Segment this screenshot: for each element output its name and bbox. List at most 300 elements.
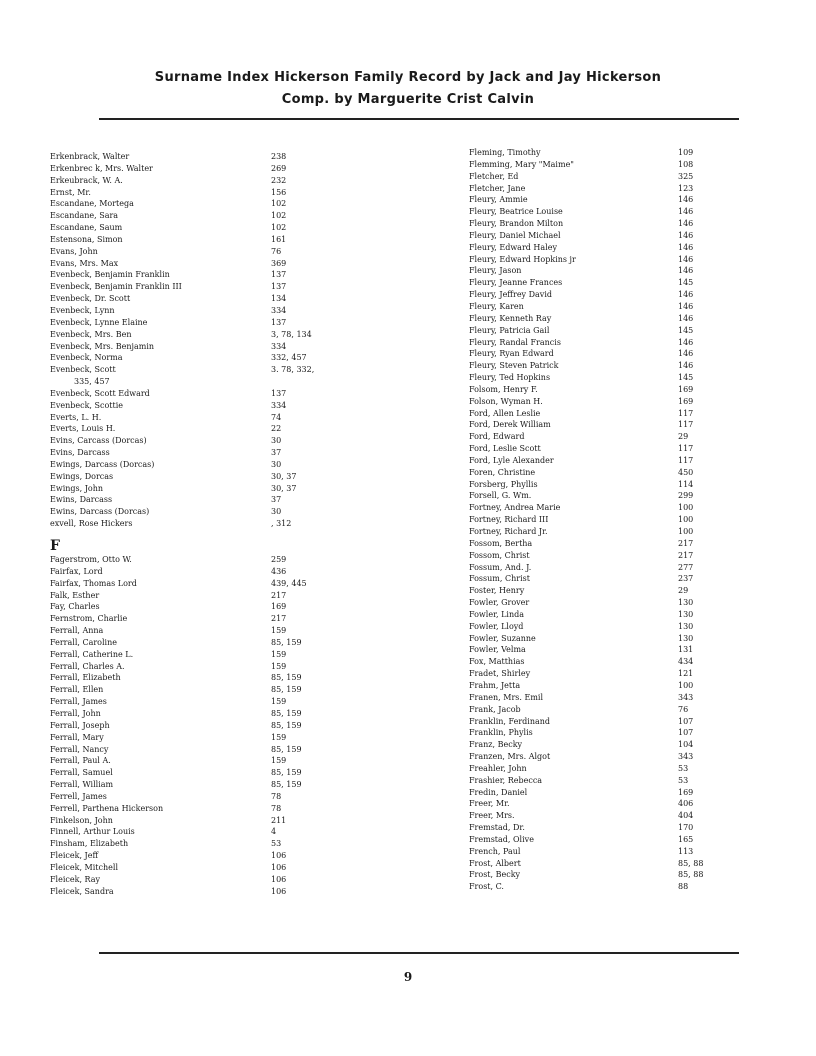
- entry-pages: 29: [678, 432, 689, 442]
- entry-name: Fowler, Linda: [469, 609, 525, 619]
- entry-name: Ewings, John: [50, 483, 104, 493]
- index-entry: [50, 506, 350, 518]
- index-entry: [50, 258, 350, 270]
- index-entry: [50, 388, 350, 400]
- entry-name: Fairfax, Thomas Lord: [50, 578, 137, 588]
- entry-pages: 450: [678, 467, 694, 477]
- entry-name: Ernst, Mr.: [50, 187, 91, 197]
- entry-name: Franklin, Ferdinand: [469, 716, 551, 726]
- entry-pages: 343: [678, 692, 694, 702]
- entry-name: Ferrall, Paul A.: [50, 756, 111, 766]
- index-entry: [469, 301, 739, 313]
- entry-name: Fowler, Suzanne: [469, 633, 536, 643]
- index-entry: [469, 858, 739, 870]
- entry-name: Ferrall, Charles A.: [50, 661, 125, 671]
- entry-pages: 439, 445: [271, 578, 307, 588]
- entry-pages: 369: [271, 258, 287, 268]
- entry-pages: 88: [678, 882, 689, 892]
- entry-pages: 85, 88: [678, 858, 704, 868]
- entry-pages: 145: [678, 278, 694, 288]
- page-number: 9: [403, 970, 413, 984]
- entry-name: Fredin, Daniel: [469, 787, 528, 797]
- index-entry: [469, 656, 739, 668]
- entry-pages: 85, 159: [271, 673, 302, 683]
- entry-name: Foster, Henry: [469, 586, 525, 596]
- entry-pages: 76: [678, 704, 689, 714]
- index-entry: [50, 708, 350, 720]
- entry-pages: 53: [271, 839, 282, 849]
- entry-name: Fossom, Christ: [469, 550, 530, 560]
- entry-name: Ferrall, Mary: [50, 732, 104, 742]
- index-entry: [50, 815, 350, 827]
- index-entry: [50, 637, 350, 649]
- entry-name: Fleury, Beatrice Louise: [469, 207, 563, 217]
- entry-name: Fletcher, Ed: [469, 171, 519, 181]
- entry-name: Evins, Darcass: [50, 448, 110, 458]
- entry-name: Fernstrom, Charlie: [50, 614, 128, 624]
- entry-pages: 85, 88: [678, 870, 704, 880]
- entry-name: Evenbeck, Lynn: [50, 305, 115, 315]
- index-entry: [50, 744, 350, 756]
- index-entry: [50, 838, 350, 850]
- index-entry: [50, 400, 350, 412]
- index-entry: [469, 881, 739, 893]
- index-entry: [50, 494, 350, 506]
- entry-pages: 3, 78, 134: [271, 329, 312, 339]
- index-column-left: [50, 151, 350, 897]
- index-entry: [469, 313, 739, 325]
- entry-name: Ewins, Darcass (Dorcas): [50, 507, 150, 517]
- entry-pages: 217: [678, 538, 694, 548]
- entry-name: Evans, Mrs. Max: [50, 258, 119, 268]
- index-entry: [50, 293, 350, 305]
- entry-pages: 114: [678, 479, 694, 489]
- index-entry: [469, 550, 739, 562]
- index-entry: [469, 633, 739, 645]
- entry-pages: 169: [271, 602, 287, 612]
- entry-name: Ferrall, Nancy: [50, 744, 109, 754]
- entry-pages: 30: [271, 459, 282, 469]
- index-entry: [50, 518, 350, 530]
- index-entry: [50, 578, 350, 590]
- index-entry: [469, 337, 739, 349]
- index-entry: [50, 886, 350, 898]
- entry-name: Freer, Mrs.: [469, 811, 515, 821]
- index-entry: [50, 483, 350, 495]
- index-entry: [469, 621, 739, 633]
- entry-name: Frank, Jacob: [469, 704, 521, 714]
- entry-pages: 121: [678, 669, 694, 679]
- entry-name: Fowler, Grover: [469, 598, 530, 608]
- index-entry: [469, 609, 739, 621]
- entry-name: Fleury, Kenneth Ray: [469, 313, 552, 323]
- entry-pages: 130: [678, 598, 694, 608]
- entry-pages: 117: [678, 455, 694, 465]
- entry-name: Fairfax, Lord: [50, 566, 103, 576]
- index-entry: [469, 396, 739, 408]
- index-entry: [50, 269, 350, 281]
- index-entry: [50, 732, 350, 744]
- section-heading-f: [50, 530, 350, 554]
- entry-name: Evenbeck, Scott Edward: [50, 388, 150, 398]
- index-entry: [469, 289, 739, 301]
- entry-pages: 137: [271, 317, 287, 327]
- entry-pages: 108: [678, 159, 694, 169]
- index-entry: [469, 763, 739, 775]
- index-entry: [469, 159, 739, 171]
- entry-pages: 259: [271, 555, 287, 564]
- index-entry: [469, 372, 739, 384]
- index-entry: [469, 704, 739, 716]
- entry-pages: 146: [678, 254, 694, 264]
- entry-pages: 404: [678, 811, 694, 821]
- index-entry: [469, 846, 739, 858]
- bottom-divider: [99, 952, 739, 954]
- index-entry: [469, 218, 739, 230]
- index-entry: [469, 716, 739, 728]
- index-entry: [50, 613, 350, 625]
- index-entry: [469, 798, 739, 810]
- index-entry: [469, 348, 739, 360]
- index-entry: [50, 471, 350, 483]
- entry-name: Everts, Louis H.: [50, 424, 116, 434]
- index-entry: [50, 246, 350, 258]
- entry-pages: 217: [678, 550, 694, 560]
- entry-name: Fleury, Karen: [469, 301, 524, 311]
- index-entry: [50, 364, 350, 376]
- entry-pages: 325: [678, 171, 694, 181]
- index-entry: [469, 562, 739, 574]
- entry-pages: 159: [271, 732, 287, 742]
- index-entry: [50, 672, 350, 684]
- entry-pages: 100: [678, 515, 694, 525]
- entry-pages: 100: [678, 680, 694, 690]
- entry-pages: 131: [678, 645, 694, 655]
- entry-name: Evenbeck, Benjamin Franklin III: [50, 282, 182, 292]
- entry-name: Fortney, Richard III: [469, 515, 549, 525]
- entry-pages: 74: [271, 412, 282, 422]
- index-entry: [50, 412, 350, 424]
- entry-pages: 76: [271, 246, 282, 256]
- entry-name: Ferrall, William: [50, 780, 114, 790]
- entry-pages: 159: [271, 697, 287, 707]
- entry-name: Frost, Becky: [469, 870, 521, 880]
- entry-name: Fleury, Brandon Milton: [469, 219, 564, 229]
- entry-pages: 102: [271, 211, 287, 221]
- index-entry: [50, 352, 350, 364]
- index-entry: [469, 680, 739, 692]
- entry-name: Folsom, Henry F.: [469, 384, 538, 394]
- page-subtitle: Comp. by Marguerite Crist Calvin: [281, 92, 535, 107]
- entry-name: Evenbeck, Scott: [50, 365, 116, 375]
- entry-name: Evins, Carcass (Dorcas): [50, 436, 147, 446]
- index-entry: [50, 341, 350, 353]
- entry-pages: 78: [271, 803, 282, 813]
- index-entry: [469, 775, 739, 787]
- index-entry: [50, 661, 350, 673]
- entry-name: Franen, Mrs. Emil: [469, 692, 544, 702]
- entry-name: Fortney, Andrea Marie: [469, 503, 561, 513]
- entry-pages: 159: [271, 756, 287, 766]
- entry-name: Evenbeck, Mrs. Benjamin: [50, 341, 155, 351]
- entry-name: Frahm, Jetta: [469, 680, 521, 690]
- index-entry: [50, 601, 350, 613]
- entry-pages: 100: [678, 503, 694, 513]
- entry-pages: 85, 159: [271, 720, 302, 730]
- entry-pages: 100: [678, 527, 694, 536]
- index-entry: [469, 668, 739, 680]
- entry-name: Ferrall, Joseph: [50, 720, 110, 730]
- entry-name: Fleury, Jason: [469, 266, 522, 276]
- entry-pages: 169: [678, 384, 694, 394]
- entry-name: Fleicek, Jeff: [50, 851, 99, 861]
- entry-pages: 238: [271, 152, 287, 161]
- index-entry: [469, 490, 739, 502]
- entry-pages: 436: [271, 566, 287, 576]
- entry-pages: 29: [678, 586, 689, 596]
- entry-pages: 169: [678, 787, 694, 797]
- index-entry: [469, 479, 739, 491]
- entry-pages: 146: [678, 195, 694, 205]
- entry-name: Franzen, Mrs. Algot: [469, 752, 551, 762]
- index-entry: [469, 194, 739, 206]
- entry-pages: 137: [271, 282, 287, 292]
- entry-pages: 117: [678, 408, 694, 418]
- index-entry: [469, 810, 739, 822]
- entry-name: Frost, C.: [469, 882, 504, 892]
- entry-pages: 334: [271, 400, 287, 410]
- entry-pages: 165: [678, 834, 694, 844]
- entry-pages: 334: [271, 341, 287, 351]
- index-entry: [50, 649, 350, 661]
- entry-name: Ferrall, Caroline: [50, 637, 118, 647]
- entry-name: Finsham, Elizabeth: [50, 839, 129, 849]
- entry-name: Ewins, Darcass: [50, 495, 113, 505]
- entry-pages: 85, 159: [271, 768, 302, 778]
- entry-name: Evenbeck, Mrs. Ben: [50, 329, 132, 339]
- entry-pages: 3. 78, 332,: [271, 365, 315, 375]
- index-entry: [469, 751, 739, 763]
- entry-name: Frost, Albert: [469, 858, 521, 868]
- entry-pages: 85, 159: [271, 637, 302, 647]
- entry-name: Falk, Esther: [50, 590, 100, 600]
- index-entry: [50, 423, 350, 435]
- entry-name: Finnell, Arthur Louis: [50, 827, 135, 837]
- entry-pages: 237: [678, 574, 694, 584]
- entry-pages: 30, 37: [271, 483, 297, 493]
- index-entry: [50, 329, 350, 341]
- entry-pages: 146: [678, 266, 694, 276]
- index-entry: [50, 447, 350, 459]
- entry-pages: 130: [678, 609, 694, 619]
- index-entry: [50, 305, 350, 317]
- entry-name: Fossum, And. J.: [469, 562, 532, 572]
- entry-pages: 137: [271, 388, 287, 398]
- entry-pages: 170: [678, 823, 694, 833]
- index-entry: [469, 265, 739, 277]
- index-entry: [50, 720, 350, 732]
- entry-name: Fletcher, Jane: [469, 183, 526, 193]
- entry-pages: 406: [678, 799, 694, 809]
- entry-pages: , 312: [271, 519, 292, 529]
- entry-name: Evenbeck, Lynne Elaine: [50, 317, 148, 327]
- entry-pages: 146: [678, 242, 694, 252]
- index-entry: [469, 384, 739, 396]
- index-entry: [469, 502, 739, 514]
- entry-pages: 30: [271, 436, 282, 446]
- entry-name: Evenbeck, Norma: [50, 353, 123, 363]
- index-entry: [50, 435, 350, 447]
- entry-name: Fleicek, Mitchell: [50, 862, 118, 872]
- entry-name: Fagerstrom, Otto W.: [50, 555, 132, 564]
- entry-name: 335, 457: [74, 377, 110, 387]
- entry-pages: 117: [678, 420, 694, 430]
- entry-name: Finkelson, John: [50, 815, 113, 825]
- entry-pages: 434: [678, 657, 694, 667]
- entry-name: Ferrall, Samuel: [50, 768, 113, 778]
- entry-pages: 146: [678, 361, 694, 371]
- index-entry: [50, 187, 350, 199]
- entry-pages: 332, 457: [271, 353, 307, 363]
- entry-name: Fleming, Timothy: [469, 148, 541, 157]
- index-entry: [469, 431, 739, 443]
- entry-name: Fleury, Ted Hopkins: [469, 373, 551, 383]
- entry-name: Escandane, Sara: [50, 211, 119, 221]
- entry-pages: 159: [271, 649, 287, 659]
- entry-name: Fleury, Edward Hopkins jr: [469, 254, 576, 264]
- index-entry: [469, 230, 739, 242]
- index-entry: [469, 419, 739, 431]
- index-entry: [50, 566, 350, 578]
- entry-pages: 146: [678, 337, 694, 347]
- entry-name: Ferrall, Anna: [50, 626, 104, 636]
- entry-pages: 156: [271, 187, 287, 197]
- index-entry: [50, 459, 350, 471]
- entry-pages: 117: [678, 444, 694, 454]
- entry-pages: 106: [271, 851, 287, 861]
- entry-pages: 30: [271, 507, 282, 517]
- index-entry: [469, 467, 739, 479]
- index-entry: [469, 834, 739, 846]
- entry-name: Fradet, Shirley: [469, 669, 531, 679]
- entry-pages: 107: [678, 728, 694, 738]
- entry-pages: 161: [271, 234, 287, 244]
- entry-pages: 269: [271, 163, 287, 173]
- entry-name: Evans, John: [50, 246, 98, 256]
- entry-name: Franz, Becky: [469, 740, 523, 750]
- index-entry: [50, 874, 350, 886]
- index-entry: [469, 538, 739, 550]
- entry-name: Franklin, Phylis: [469, 728, 533, 738]
- entry-name: Fleury, Ryan Edward: [469, 349, 554, 359]
- index-entry: [50, 376, 350, 388]
- index-entry: [469, 692, 739, 704]
- entry-pages: 232: [271, 175, 287, 185]
- entry-name: Ferrall, Catherine L.: [50, 649, 134, 659]
- entry-pages: 130: [678, 621, 694, 631]
- index-entry: [50, 791, 350, 803]
- entry-pages: 343: [678, 752, 694, 762]
- entry-name: Fleicek, Sandra: [50, 886, 114, 896]
- index-entry: [50, 755, 350, 767]
- entry-pages: 145: [678, 325, 694, 335]
- entry-name: Forsberg, Phyllis: [469, 479, 538, 489]
- index-entry: [50, 210, 350, 222]
- entry-name: Fremstad, Olive: [469, 834, 534, 844]
- index-entry: [469, 455, 739, 467]
- entry-name: Ford, Leslie Scott: [469, 444, 541, 454]
- entry-name: Foren, Christine: [469, 467, 536, 477]
- index-entry: [50, 696, 350, 708]
- index-entry: [469, 727, 739, 739]
- entry-name: Freahler, John: [469, 763, 527, 773]
- entry-pages: 78: [271, 791, 282, 801]
- entry-pages: 217: [271, 590, 287, 600]
- entry-name: Everts, L. H.: [50, 412, 102, 422]
- index-entry: [50, 222, 350, 234]
- entry-name: Ferrell, Parthena Hickerson: [50, 803, 164, 813]
- entry-pages: 113: [678, 846, 694, 856]
- entry-name: Escandane, Mortega: [50, 199, 134, 209]
- top-divider: [99, 118, 739, 120]
- index-entry: [469, 869, 739, 881]
- entry-name: Fox, Matthias: [469, 657, 525, 667]
- entry-pages: 106: [271, 874, 287, 884]
- index-entry: [50, 826, 350, 838]
- entry-name: Evenbeck, Benjamin Franklin: [50, 270, 170, 280]
- index-entry: [50, 554, 350, 566]
- entry-name: exvell, Rose Hickers: [50, 519, 133, 529]
- entry-pages: 85, 159: [271, 685, 302, 695]
- entry-name: Estensona, Simon: [50, 234, 123, 244]
- entry-pages: 37: [271, 495, 282, 505]
- index-entry: [50, 767, 350, 779]
- entry-pages: 146: [678, 349, 694, 359]
- entry-name: Fleury, Jeanne Frances: [469, 278, 563, 288]
- index-column-right: [469, 147, 739, 893]
- index-entry: [469, 787, 739, 799]
- index-entry: [469, 644, 739, 656]
- entry-name: Frashier, Rebecca: [469, 775, 543, 785]
- entry-pages: 102: [271, 223, 287, 233]
- index-entry: [50, 163, 350, 175]
- entry-pages: 123: [678, 183, 694, 193]
- index-entry: [50, 625, 350, 637]
- entry-name: Ferrall, Ellen: [50, 685, 104, 695]
- entry-pages: 109: [678, 148, 694, 157]
- entry-pages: 146: [678, 230, 694, 240]
- entry-pages: 211: [271, 815, 287, 825]
- entry-name: Fleury, Steven Patrick: [469, 361, 559, 371]
- entry-pages: 137: [271, 270, 287, 280]
- entry-name: Evenbeck, Scottie: [50, 400, 124, 410]
- entry-pages: 299: [678, 491, 694, 501]
- entry-name: Fortney, Richard Jr.: [469, 527, 548, 536]
- entry-pages: 4: [271, 827, 277, 837]
- index-list-right: [469, 147, 739, 893]
- index-entry: [50, 175, 350, 187]
- entry-name: Evenbeck, Dr. Scott: [50, 294, 131, 304]
- index-entry: [50, 281, 350, 293]
- entry-name: Ewings, Dorcas: [50, 471, 114, 481]
- index-entry: [469, 573, 739, 585]
- entry-pages: 130: [678, 633, 694, 643]
- entry-name: Escandane, Saum: [50, 223, 123, 233]
- index-entry: [469, 147, 739, 159]
- entry-pages: 146: [678, 313, 694, 323]
- index-entry: [50, 590, 350, 602]
- entry-name: Fossom, Bertha: [469, 538, 533, 548]
